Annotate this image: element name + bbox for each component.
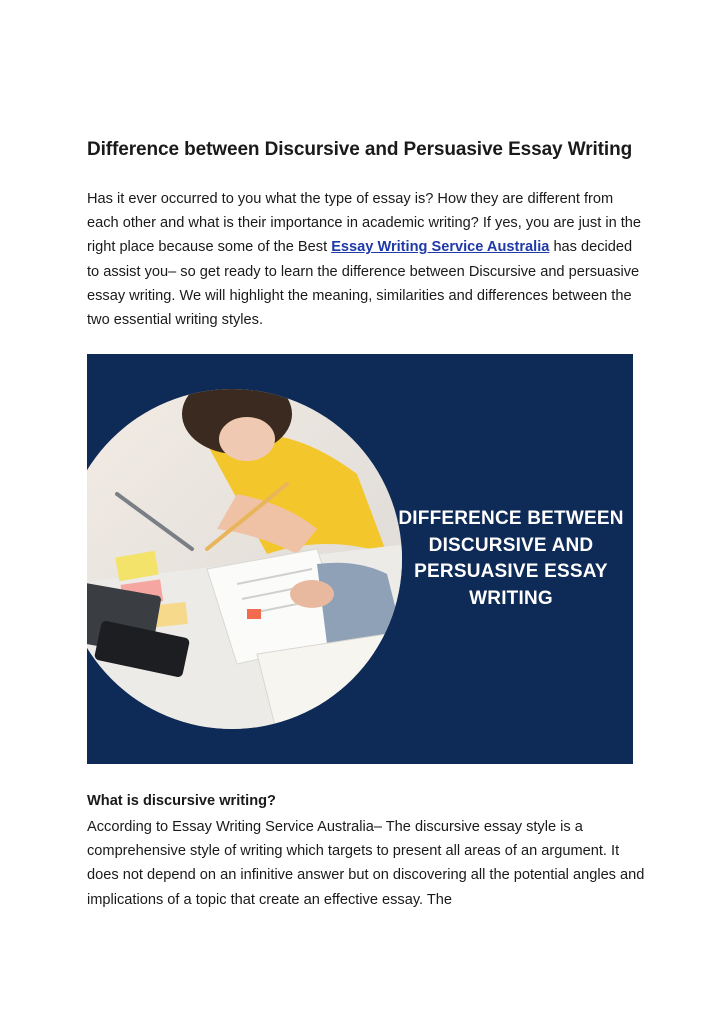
article-banner-image (87, 354, 633, 764)
banner-heading-line: DIFFERENCE BETWEEN (398, 508, 624, 529)
banner-heading-line: DISCURSIVE AND (428, 534, 594, 556)
banner-heading-line: WRITING (469, 587, 553, 609)
intro-paragraph (87, 187, 647, 332)
intro-text-start: Has it ever occurred to you what the type of essay is? How they are different from each other and what is their importance in academic writing? If yes, you are just in the right place because some of the Best (87, 191, 642, 256)
section-body-paragraph: According to Essay Writing Service Australia– The discursive essay style is a comprehensive style of writing which targets to present all areas of an argument. It does not depend on an infinitive answer but on discovering all the potential angles and implications of a topic that create an effective essay. The (87, 819, 645, 908)
section-heading: What is discursive writing? (87, 793, 276, 809)
banner-heading (387, 506, 633, 612)
banner-heading-line: PERSUASIVE ESSAY (414, 561, 608, 582)
essay-writing-service-link[interactable]: Essay Writing Service Australia (331, 239, 550, 256)
intro-text-end: has decided to assist you– so get ready to learn the difference between Discursive and persuasive essay writing. We will highlight the meaning, similarities and differences between the two essential writing styles. (87, 239, 640, 329)
document-title: Difference between Discursive and Persuasive Essay Writing (87, 139, 633, 160)
